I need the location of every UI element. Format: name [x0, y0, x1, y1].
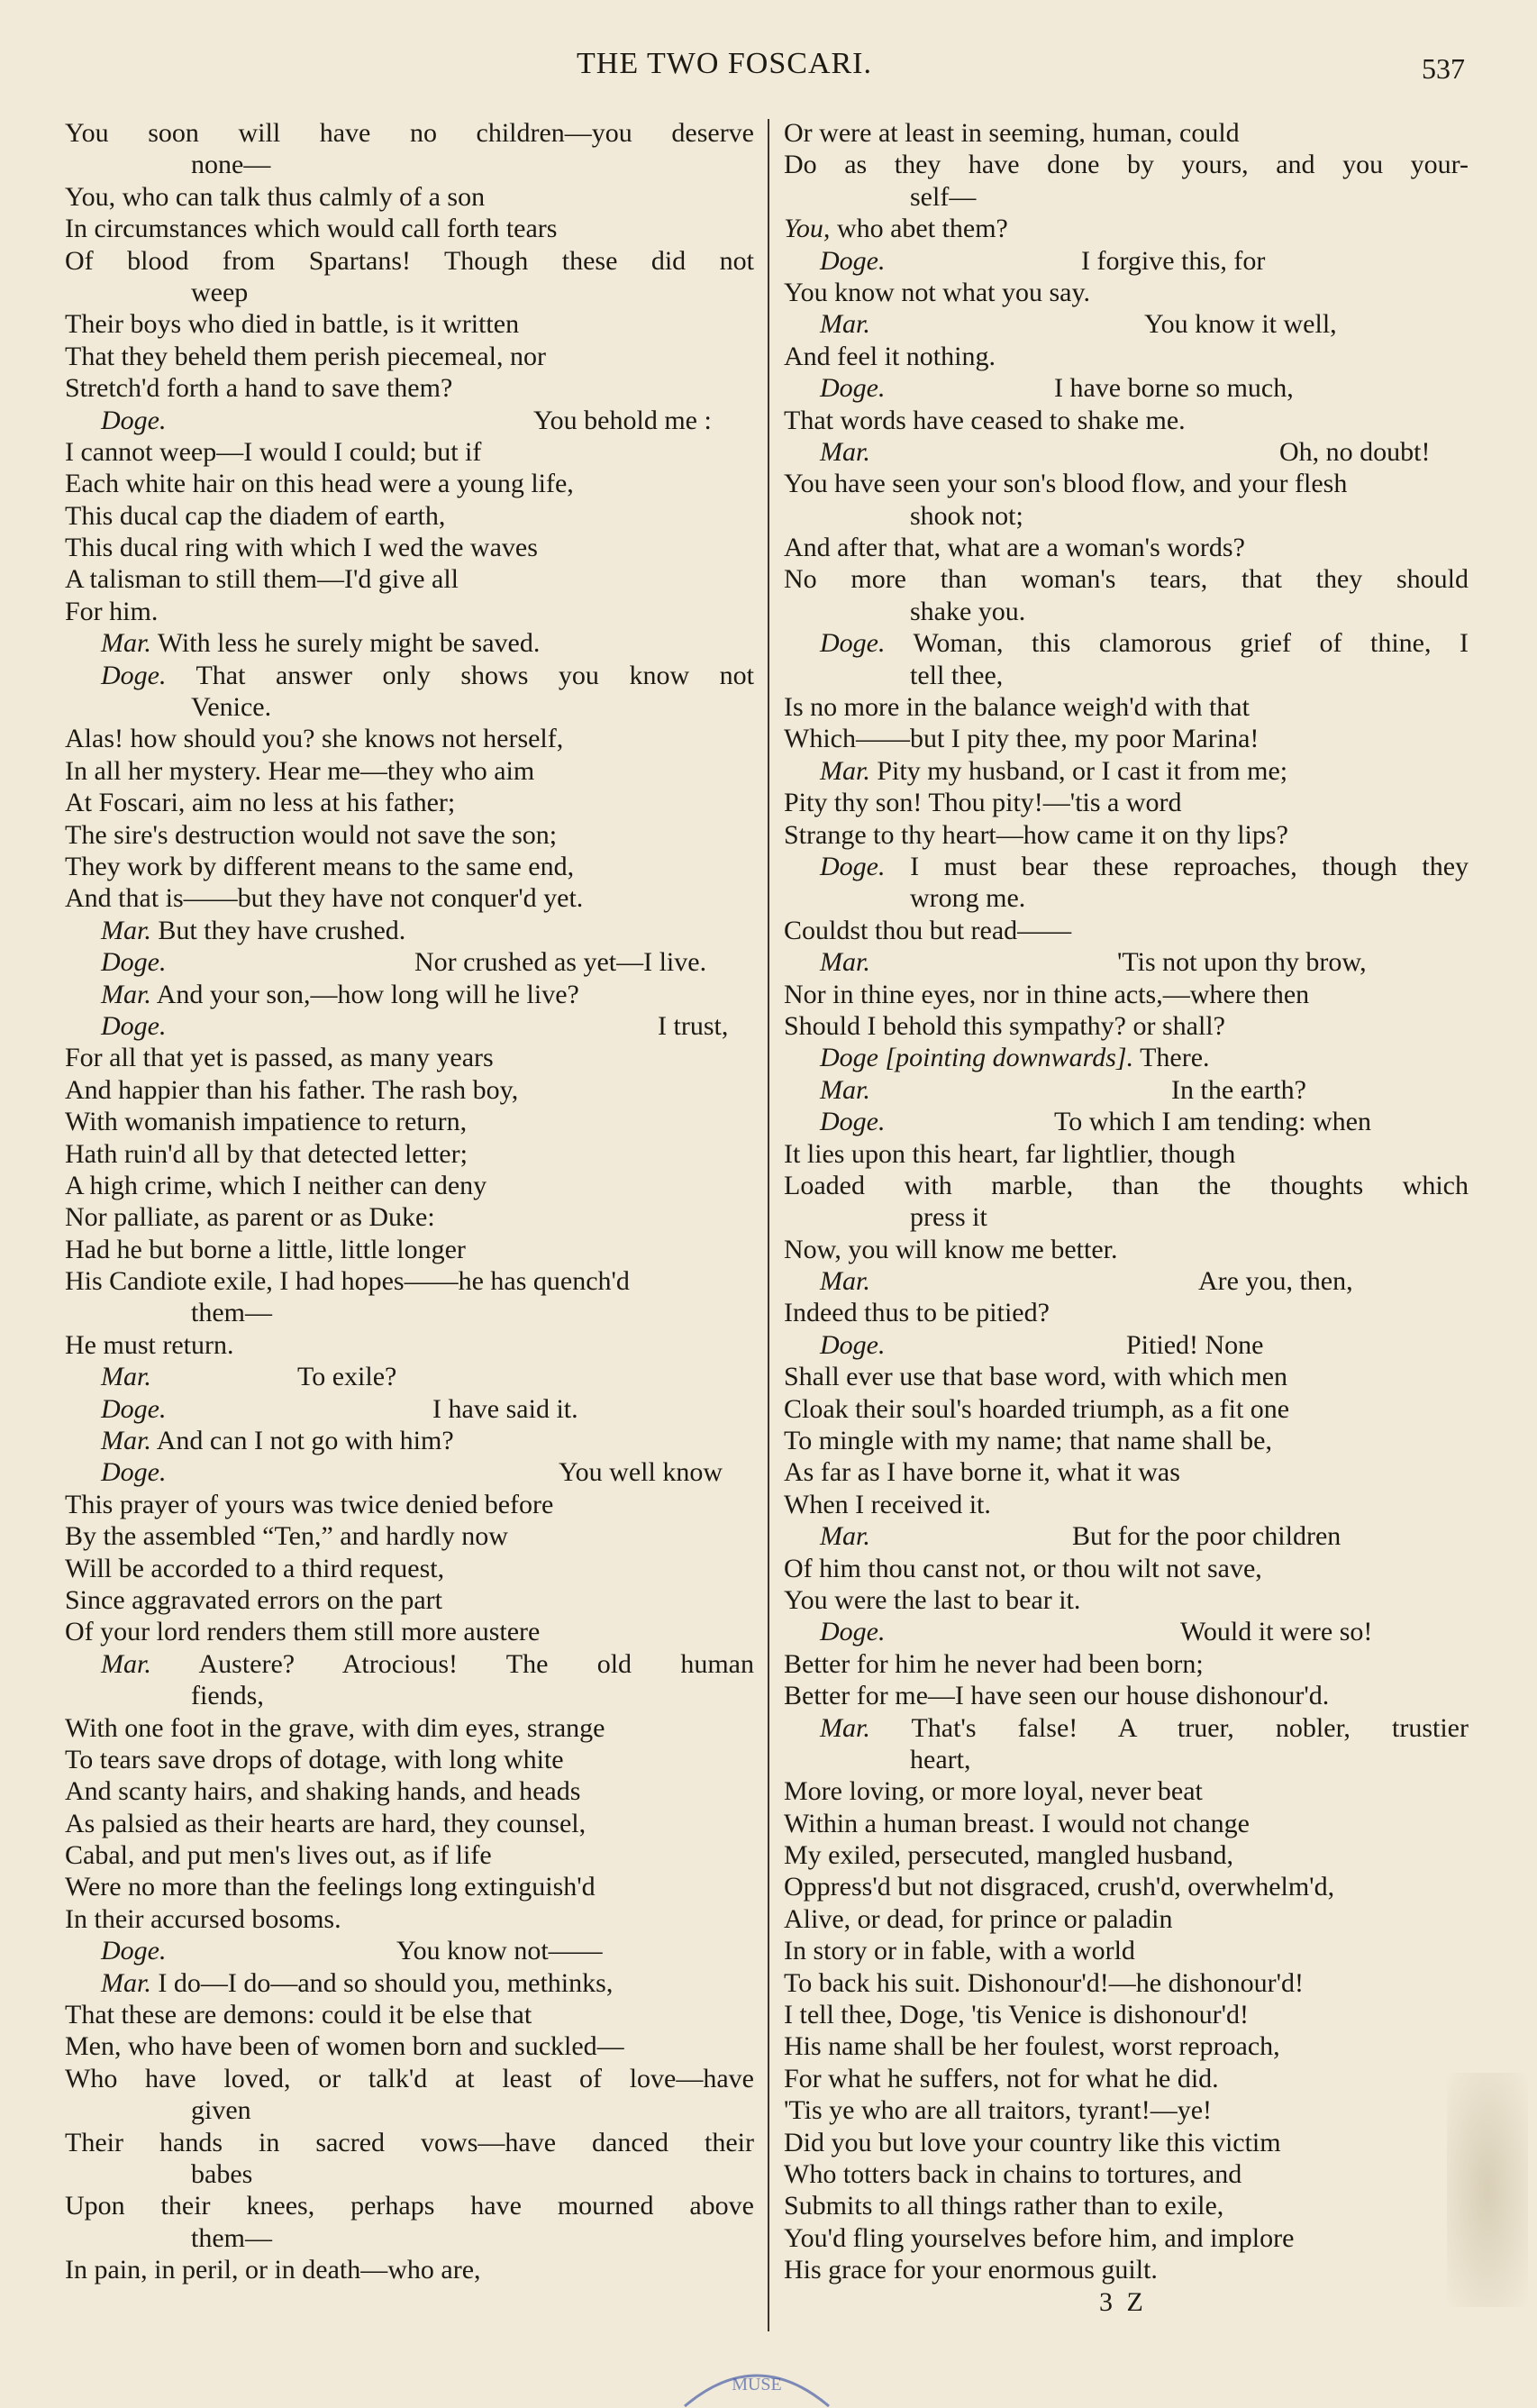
verse-line: Stretch'd forth a hand to save them?: [65, 373, 453, 404]
verse-line: [784, 1106, 1469, 1137]
line-text: In the earth?: [1171, 1074, 1306, 1105]
line-text: I trust,: [658, 1010, 729, 1041]
verse-line: For all that yet is passed, as many years: [65, 1043, 494, 1073]
line-text: Would it were so!: [1180, 1617, 1373, 1647]
verse-line: He must return.: [65, 1329, 234, 1360]
speaker-name: Mar.: [101, 1967, 151, 1998]
verse-line: More loving, or more loyal, never beat: [784, 1776, 1203, 1807]
verse-line: That these are demons: could it be else that: [65, 2000, 532, 2030]
verse-line: It lies upon this heart, far lightlier, though: [784, 1138, 1236, 1169]
line-text: With less he surely might be saved.: [157, 628, 541, 659]
verse-line: At Foscari, aim no less at his father;: [65, 788, 456, 818]
verse-line: [784, 308, 1469, 340]
verse-line: [65, 627, 754, 659]
speaker-name: Doge.: [101, 1393, 167, 1424]
verse-line: tell thee,: [910, 660, 1004, 690]
verse-line: Upon their knees, perhaps have mourned above: [65, 2191, 754, 2221]
verse-line: [65, 915, 754, 946]
verse-line: As far as I have borne it, what it was: [784, 1457, 1180, 1488]
verse-line: This prayer of yours was twice denied before: [65, 1489, 554, 1519]
verse-line: To mingle with my name; that name shall be,: [784, 1426, 1272, 1456]
verse-line: I tell thee, Doge, 'tis Venice is dishonour'd!: [784, 2000, 1249, 2030]
line-text: Austere? Atrocious! The old human: [198, 1648, 754, 1679]
verse-line: Better for him he never had been born;: [784, 1648, 1204, 1679]
verse-line: When I received it.: [784, 1489, 991, 1519]
verse-line: [65, 1361, 754, 1392]
line-text: I forgive this, for: [1081, 245, 1266, 276]
verse-line: In story or in fable, with a world: [784, 1936, 1135, 1966]
verse-line: Were no more than the feelings long extinguish'd: [65, 1872, 596, 1902]
verse-line: [65, 1425, 754, 1456]
speaker-name: Doge.: [820, 1617, 886, 1647]
line-text: I must bear these reproaches, though they: [910, 851, 1469, 881]
verse-line: them—: [191, 1298, 272, 1328]
running-title: THE TWO FOSCARI.: [577, 47, 872, 80]
verse-line: Nor in thine eyes, nor in thine acts,—where then: [784, 979, 1310, 1009]
line-text: You know it well,: [1144, 309, 1337, 340]
line-text: You know not——: [396, 1936, 603, 1966]
verse-line: His name shall be her foulest, worst reproach,: [784, 2031, 1280, 2062]
speaker-name: Mar.: [820, 436, 870, 467]
verse-line: And after that, what are a woman's words?: [784, 533, 1245, 563]
verse-line: You know not what you say.: [784, 277, 1091, 307]
speaker-name: Doge.: [101, 1010, 167, 1041]
verse-line: Should I behold this sympathy? or shall?: [784, 1010, 1225, 1041]
verse-line: A talisman to still them—I'd give all: [65, 564, 459, 595]
verse-line: A high crime, which I neither can deny: [65, 1170, 487, 1200]
verse-line: In pain, in peril, or in death—who are,: [65, 2255, 481, 2285]
verse-line: [65, 405, 754, 436]
line-text: There.: [1140, 1043, 1210, 1073]
line-text: Woman, this clamorous grief of thine, I: [913, 628, 1469, 659]
verse-line: [65, 1935, 754, 1966]
line-text: Oh, no doubt!: [1279, 436, 1431, 467]
verse-line: wrong me.: [910, 883, 1026, 914]
line-text: Pitied! None: [1126, 1329, 1264, 1360]
verse-line: Within a human breast. I would not change: [784, 1808, 1250, 1838]
verse-line: Strange to thy heart—how came it on thy lips?: [784, 819, 1288, 850]
verse-line: I cannot weep—I would I could; but if: [65, 436, 482, 467]
verse-line: Of blood from Spartans! Though these did not: [65, 245, 754, 276]
verse-line: Since aggravated errors on the part: [65, 1584, 442, 1615]
verse-line: For what he suffers, not for what he did.: [784, 2063, 1219, 2093]
verse-line: In all her mystery. Hear me—they who aim: [65, 755, 535, 786]
verse-line: Couldst thou but read——: [784, 915, 1072, 945]
verse-line: [784, 1712, 1469, 1744]
verse-line: For him.: [65, 596, 159, 626]
verse-line: Will be accorded to a third request,: [65, 1553, 445, 1583]
verse-line: Loaded with marble, than the thoughts which: [784, 1170, 1469, 1200]
verse-line: And scanty hairs, and shaking hands, and heads: [65, 1776, 581, 1807]
line-text: who abet them?: [836, 214, 1008, 244]
verse-line: weep: [191, 277, 249, 307]
verse-line: You have seen your son's blood flow, and your flesh: [784, 469, 1348, 499]
speaker-name: Doge.: [820, 628, 886, 659]
line-text: To exile?: [297, 1362, 397, 1392]
speaker-name: Doge.: [820, 373, 886, 404]
verse-line: With one foot in the grave, with dim eyes, strange: [65, 1712, 605, 1743]
library-stamp-icon: [667, 2354, 847, 2408]
speaker-name: Doge.: [101, 660, 167, 690]
line-text: Are you, then,: [1198, 1266, 1353, 1297]
verse-line: shake you.: [910, 596, 1026, 626]
speaker-name: Mar.: [820, 947, 870, 978]
speaker-name: Mar.: [820, 1074, 870, 1105]
verse-line: Who totters back in chains to tortures, and: [784, 2159, 1242, 2189]
line-text: I have said it.: [432, 1393, 578, 1424]
verse-line: [784, 1265, 1469, 1297]
speaker-name: Doge.: [820, 851, 886, 881]
verse-line: [784, 946, 1469, 978]
line-text: But for the poor children: [1072, 1521, 1341, 1552]
verse-line: And happier than his father. The rash boy,: [65, 1074, 519, 1105]
verse-line: [784, 1329, 1469, 1361]
speaker-name: Mar.: [101, 1362, 151, 1392]
verse-line: As palsied as their hearts are hard, they counsel,: [65, 1808, 587, 1838]
verse-line: [65, 1648, 754, 1680]
speaker-name: Mar.: [820, 1521, 870, 1552]
verse-line: Cabal, and put men's lives out, as if life: [65, 1840, 492, 1871]
verse-line: [784, 1520, 1469, 1552]
verse-line: Alas! how should you? she knows not herself,: [65, 724, 564, 754]
verse-line: His Candiote exile, I had hopes——he has quench'd: [65, 1266, 630, 1297]
speaker-name: Doge.: [101, 405, 167, 435]
verse-line: Do as they have done by yours, and you your-: [784, 150, 1469, 180]
verse-line: [784, 245, 1469, 277]
line-text: And can I not go with him?: [156, 1426, 454, 1456]
verse-line: none—: [191, 150, 271, 180]
speaker-name: Mar.: [101, 1426, 151, 1456]
speaker-name: Mar.: [820, 309, 870, 340]
verse-line: Their hands in sacred vows—have danced their: [65, 2127, 754, 2157]
verse-line: My exiled, persecuted, mangled husband,: [784, 1840, 1234, 1871]
right-column: [784, 117, 1469, 2286]
verse-line: Alive, or dead, for prince or paladin: [784, 1903, 1173, 1934]
verse-line: You were the last to bear it.: [784, 1584, 1081, 1615]
verse-line: Their boys who died in battle, is it written: [65, 309, 520, 340]
verse-line: Of your lord renders them still more austere: [65, 1617, 541, 1647]
verse-line: The sire's destruction would not save the son;: [65, 819, 558, 850]
line-text: I do—I do—and so should you, methinks,: [158, 1967, 614, 1998]
line-text: You behold me :: [533, 405, 712, 435]
verse-line: No more than woman's tears, that they should: [784, 564, 1469, 595]
verse-line: You, who can talk thus calmly of a son: [65, 181, 486, 212]
verse-line: Oppress'd but not disgraced, crush'd, overwhelm'd,: [784, 1872, 1335, 1902]
line-text: Nor crushed as yet—I live.: [414, 947, 707, 978]
verse-line: Each white hair on this head were a young life,: [65, 469, 574, 499]
line-text: But they have crushed.: [158, 915, 406, 945]
column-divider: [768, 119, 769, 2331]
verse-line: And feel it nothing.: [784, 341, 996, 371]
verse-line: Men, who have been of women born and suckled—: [65, 2031, 624, 2062]
speaker-name: Doge.: [101, 947, 167, 978]
speaker-name: Doge.: [820, 1329, 886, 1360]
verse-line: Is no more in the balance weigh'd with that: [784, 692, 1250, 723]
speaker-name: Mar.: [101, 628, 151, 659]
speaker-name: Doge [pointing downwards].: [820, 1043, 1134, 1073]
paper-stain: [1447, 2073, 1528, 2307]
verse-line: Better for me—I have seen our house dishonour'd.: [784, 1681, 1330, 1711]
speaker-name: Mar.: [820, 755, 870, 786]
verse-line: Now, you will know me better.: [784, 1234, 1118, 1264]
speaker-name: Doge.: [820, 245, 886, 276]
verse-line: Hath ruin'd all by that detected letter;: [65, 1138, 468, 1169]
verse-line: Shall ever use that base word, with which men: [784, 1362, 1288, 1392]
verse-line: given: [191, 2095, 251, 2126]
verse-line: [784, 1616, 1469, 1647]
verse-line: [65, 1456, 754, 1488]
verse-line: In their accursed bosoms.: [65, 1903, 341, 1934]
verse-line: Submits to all things rather than to exile,: [784, 2191, 1224, 2221]
signature-mark: 3 Z: [1099, 2287, 1147, 2317]
verse-line: [784, 213, 1469, 244]
verse-line: [784, 755, 1469, 787]
page-header: [0, 47, 1537, 83]
speaker-name: Mar.: [820, 1266, 870, 1297]
verse-line: [784, 851, 1469, 882]
verse-line: That they beheld them perish piecemeal, nor: [65, 341, 546, 371]
verse-line: To back his suit. Dishonour'd!—he dishonour'd!: [784, 1967, 1304, 1998]
verse-line: [784, 436, 1469, 468]
verse-line: To tears save drops of dotage, with long white: [65, 1744, 564, 1774]
verse-line: And that is——but they have not conquer'd yet.: [65, 883, 584, 914]
verse-line: [65, 946, 754, 978]
verse-line: heart,: [910, 1744, 971, 1774]
line-text: That's false! A truer, nobler, trustier: [911, 1712, 1469, 1743]
verse-line: You'd fling yourselves before him, and implore: [784, 2222, 1295, 2253]
verse-line: [65, 1010, 754, 1042]
speaker-name: Mar.: [101, 1648, 151, 1679]
line-text: That answer only shows you know not: [196, 660, 754, 690]
verse-line: shook not;: [910, 500, 1023, 531]
verse-line: You soon will have no children—you deserve: [65, 118, 754, 148]
verse-line: They work by different means to the same end,: [65, 851, 575, 881]
line-text: I have borne so much,: [1054, 373, 1294, 404]
verse-line: Or were at least in seeming, human, could: [784, 118, 1240, 148]
verse-line: Which——but I pity thee, my poor Marina!: [784, 724, 1260, 754]
verse-line: Did you but love your country like this victim: [784, 2127, 1281, 2157]
verse-line: Had he but borne a little, little longer: [65, 1234, 466, 1264]
verse-line: Cloak their soul's hoarded triumph, as a fit one: [784, 1393, 1290, 1424]
stamp-text: MUSE: [732, 2375, 782, 2394]
verse-line: fiends,: [191, 1681, 264, 1711]
verse-line: Who have loved, or talk'd at least of love—have: [65, 2063, 754, 2093]
left-column: [65, 117, 754, 2286]
speaker-name: Doge.: [101, 1457, 167, 1488]
verse-line: [65, 979, 754, 1010]
verse-line: [784, 1074, 1469, 1106]
verse-line: Indeed thus to be pitied?: [784, 1298, 1050, 1328]
verse-line: With womanish impatience to return,: [65, 1107, 468, 1137]
verse-line: Of him thou canst not, or thou wilt not save,: [784, 1553, 1262, 1583]
verse-line: His grace for your enormous guilt.: [784, 2255, 1158, 2285]
verse-line: By the assembled “Ten,” and hardly now: [65, 1521, 508, 1552]
verse-line: them—: [191, 2222, 272, 2253]
verse-line: 'Tis ye who are all traitors, tyrant!—ye!: [784, 2095, 1213, 2126]
verse-line: Venice.: [191, 692, 272, 723]
verse-line: [784, 627, 1469, 659]
speaker-name: Doge.: [820, 1107, 886, 1137]
speaker-name: Mar.: [820, 1712, 870, 1743]
verse-line: Nor palliate, as parent or as Duke:: [65, 1202, 435, 1233]
line-text: You well know: [559, 1457, 723, 1488]
line-text: To which I am tending: when: [1054, 1107, 1371, 1137]
verse-line: This ducal ring with which I wed the waves: [65, 533, 538, 563]
verse-line: That words have ceased to shake me.: [784, 405, 1186, 435]
speaker-name: Mar.: [101, 979, 151, 1009]
line-text: And your son,—how long will he live?: [156, 979, 579, 1009]
line-text: 'Tis not upon thy brow,: [1117, 947, 1367, 978]
verse-line: babes: [191, 2159, 253, 2189]
verse-line: self—: [910, 181, 977, 212]
verse-line: This ducal cap the diadem of earth,: [65, 500, 446, 531]
verse-line: [784, 372, 1469, 404]
line-text: Pity my husband, or I cast it from me;: [877, 755, 1288, 786]
speaker-name: Mar.: [101, 915, 151, 945]
verse-line: Pity thy son! Thou pity!—'tis a word: [784, 788, 1182, 818]
speaker-name: You,: [784, 214, 831, 244]
page-number: 537: [1422, 52, 1465, 85]
verse-line: In circumstances which would call forth tears: [65, 214, 558, 244]
verse-line: [65, 1967, 754, 1999]
verse-line: [65, 1393, 754, 1425]
verse-line: [784, 1042, 1469, 1073]
verse-line: [65, 660, 754, 691]
speaker-name: Doge.: [101, 1936, 167, 1966]
verse-line: press it: [910, 1202, 987, 1233]
